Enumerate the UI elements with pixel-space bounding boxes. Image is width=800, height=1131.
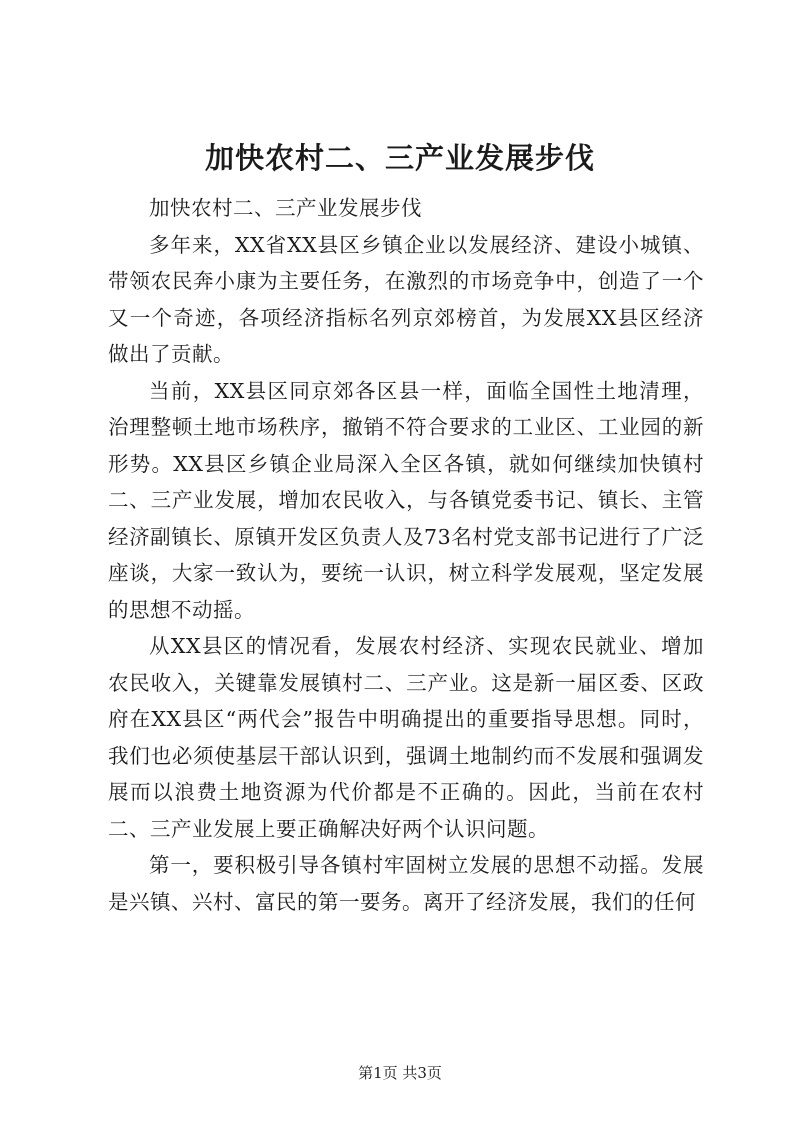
- paragraph: 第一，要积极引导各镇村牢固树立发展的思想不动摇。发展是兴镇、兴村、富民的第一要务。离开了经济发展，我们的任何: [108, 853, 704, 914]
- paragraph-subtitle: 加快农村二、三产业发展步伐: [149, 196, 422, 220]
- paragraph: 多年来，XX省XX县区乡镇企业以发展经济、建设小城镇、带领农民奔小康为主要任务，在激烈的市场竞争中，创造了一个又一个奇迹，各项经济指标名列京郊榜首，为发展XX县区经济做出了贡献。: [108, 232, 704, 366]
- paragraph: 从XX县区的情况看，发展农村经济、实现农民就业、增加农民收入，关键靠发展镇村二、三产业。这是新一届区委、区政府在XX县区“两代会”报告中明确提出的重要指导思想。同时，我们也必须使基层干部认识到，强调土地制约而不发展和强调发展而以浪费土地资源为代价都是不正确的。因此，当前在农村二、三产业发展上要正确解决好两个认识问题。: [108, 634, 704, 841]
- page-footer: 第1页 共3页: [358, 1064, 442, 1082]
- page-title: 加快农村二、三产业发展步伐: [204, 141, 595, 175]
- paragraph: 当前，XX县区同京郊各区县一样，面临全国性土地清理，治理整顿土地市场秩序，撤销不符合要求的工业区、工业园的新形势。XX县区乡镇企业局深入全区各镇，就如何继续加快镇村二、三产业发展，增加农民收入，与各镇党委书记、镇长、主管经济副镇长、原镇开发区负责人及73名村党支部书记进行了广泛座谈，大家一致认为，要统一认识，树立科学发展观，坚定发展的思想不动摇。: [108, 378, 704, 622]
- document-body: [108, 190, 704, 920]
